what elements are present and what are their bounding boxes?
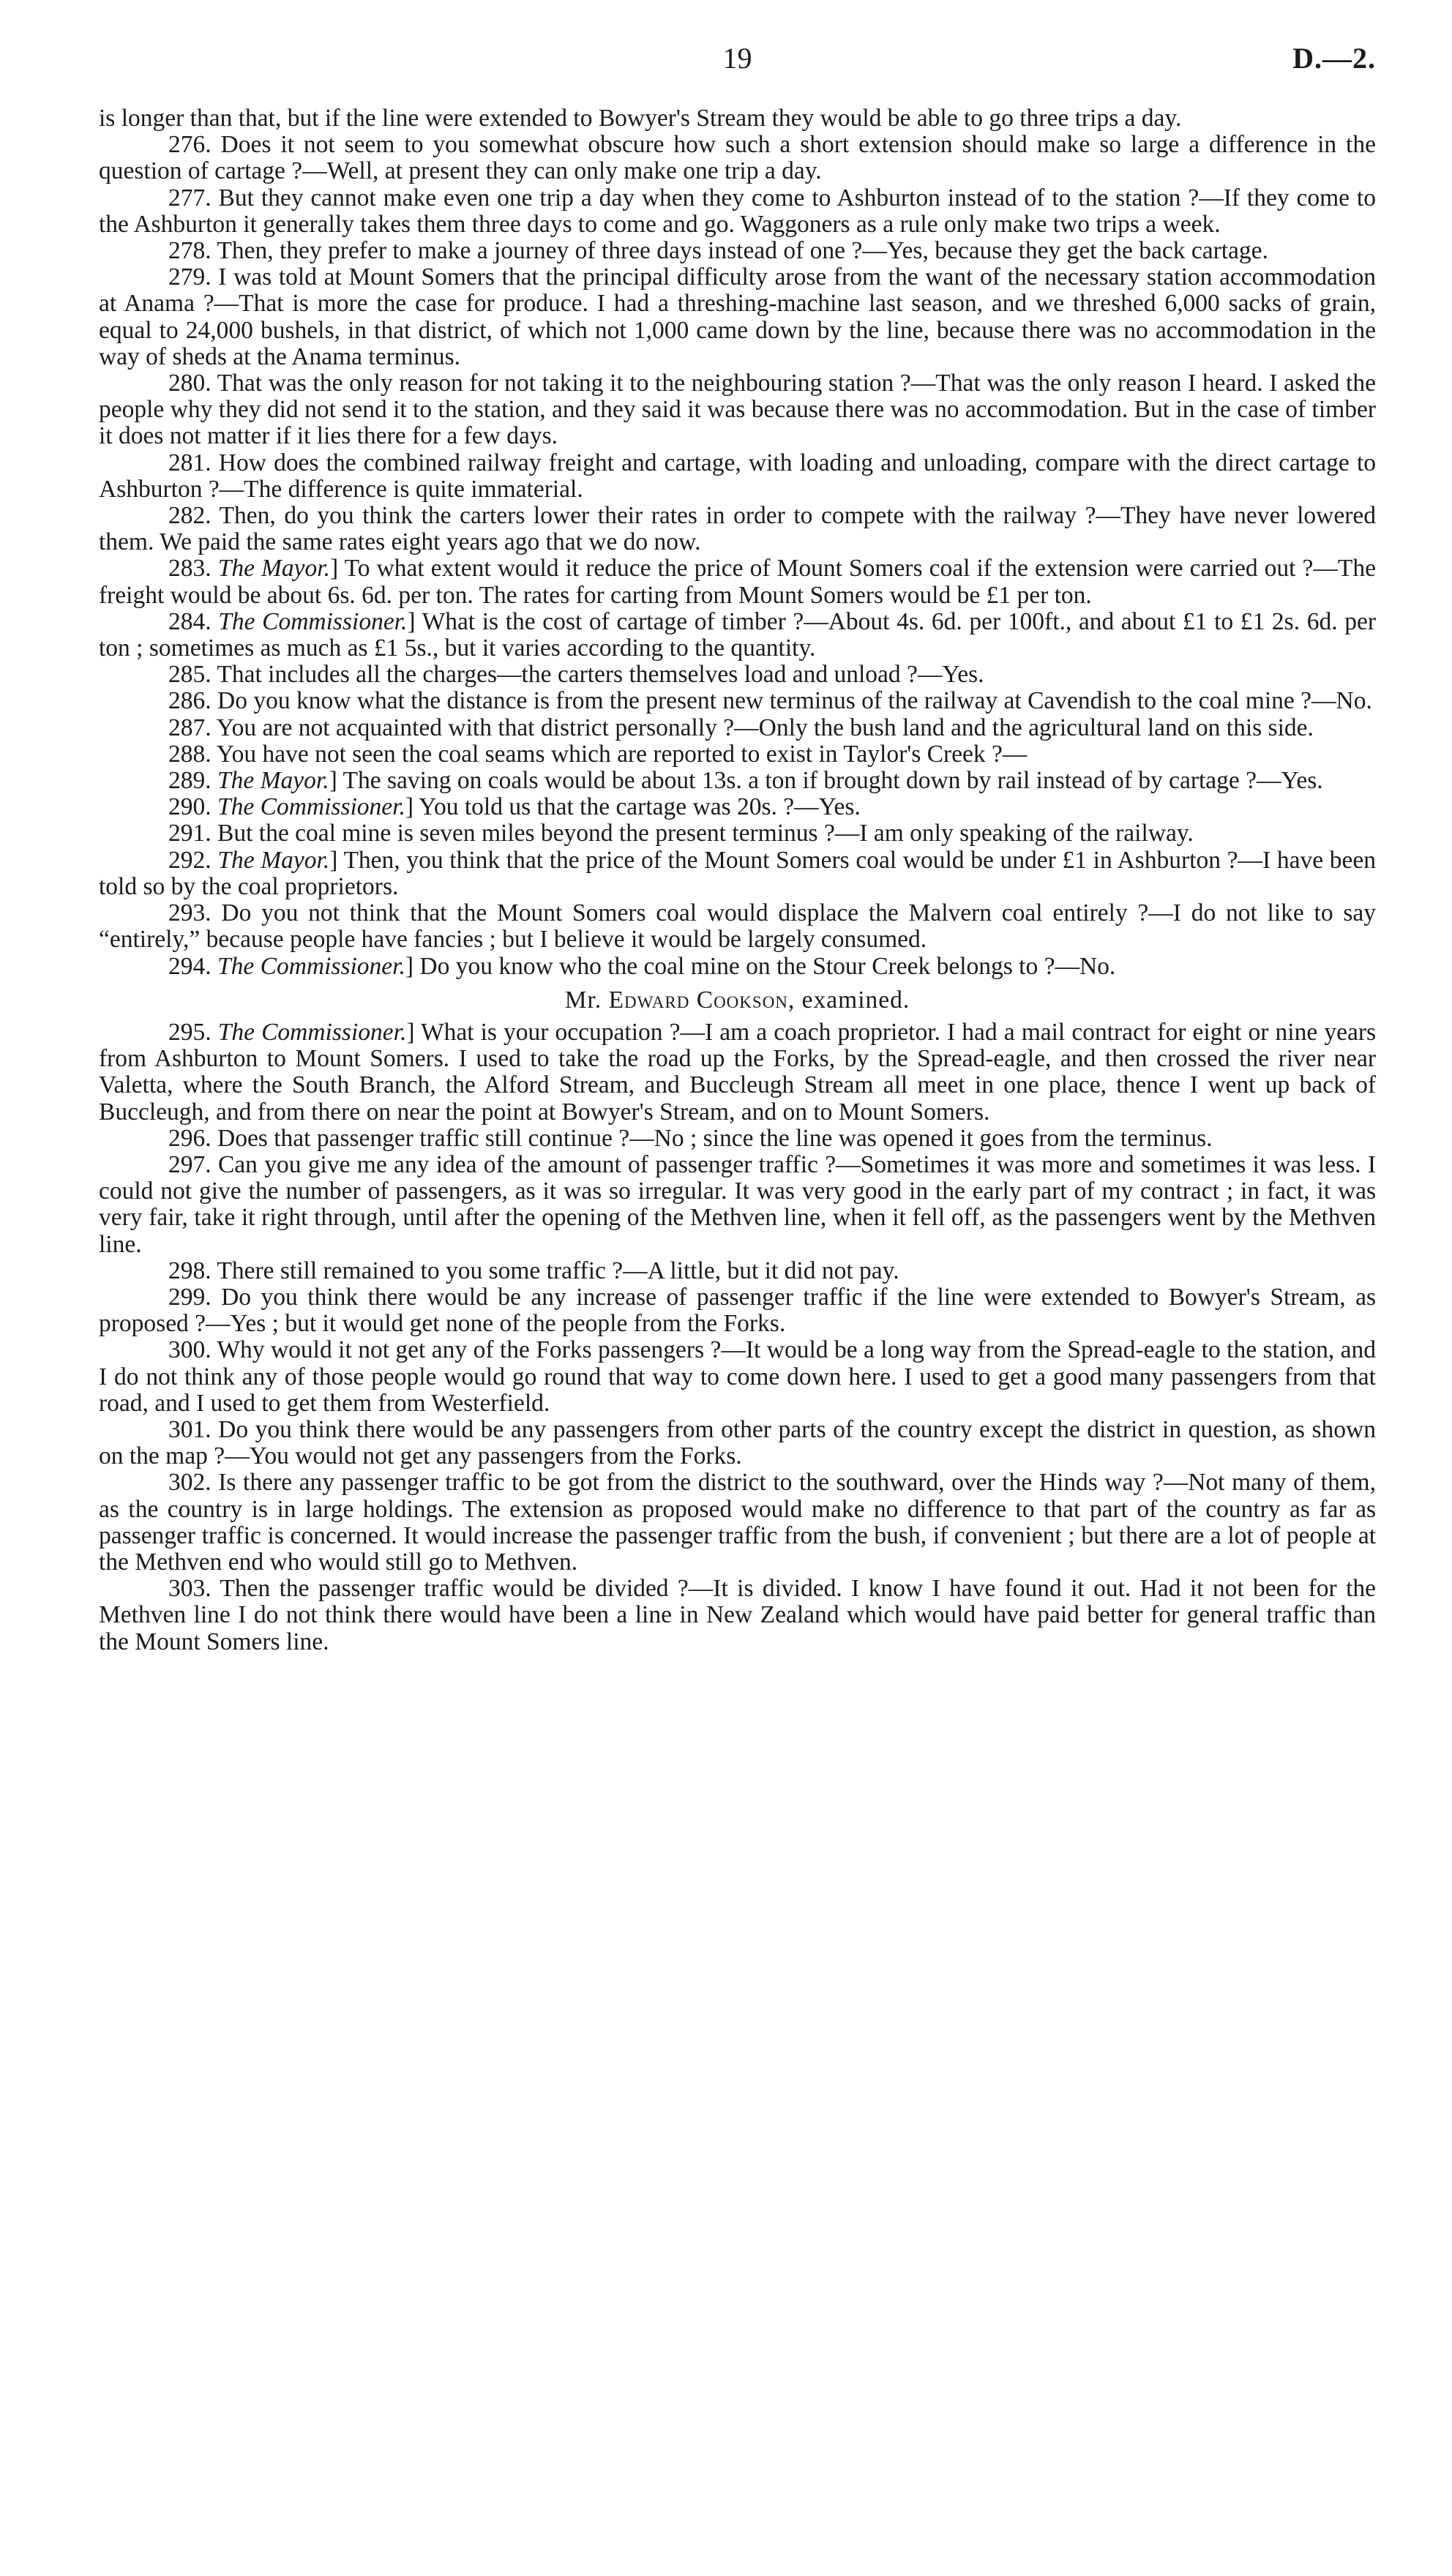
question-text: ] What is the cost of cartage of timber ?—About 4s. 6d. per 100ft., and about £1 to £1 2s. 6d. per ton ; sometimes as much as £1 5s., but it varies according to the quantity. [99, 607, 1376, 662]
question-text: 276. Does it not seem to you somewhat obscure how such a short extension should make so large a difference in the question of cartage ?—Well, at present they can only make one trip a day. [99, 131, 1376, 185]
question-number: 295. [168, 1018, 212, 1046]
question-text: 287. You are not acquainted with that district personally ?—Only the bush land and the agricultural land on this side. [168, 714, 1314, 741]
question-paragraph [99, 185, 1376, 238]
witness-heading [99, 987, 1376, 1014]
speaker-name: The Mayor. [217, 767, 329, 795]
question-number: 284. [168, 607, 212, 635]
question-text: 281. How does the combined railway freight and cartage, with loading and unloading, compare with the direct cartage to Ashburton ?—The difference is quite immaterial. [99, 449, 1376, 503]
witness-heading-prefix: Mr. [564, 986, 609, 1014]
question-text: 300. Why would it not get any of the Forks passengers ?—It would be a long way from the Spread-eagle to the station, and I do not think any of those people would go round that way to come down here. I used to get a good many passengers from that road, and I used to get them from Westerfield. [99, 1336, 1376, 1417]
question-text: 302. Is there any passenger traffic to be got from the district to the southward, over the Hinds way ?—Not many of them, as the country is in large holdings. The extension as proposed would make no difference to that part of the country as far as passenger traffic is concerned. It would increase the passenger traffic from the bush, if convenient ; but there are a lot of people at the Methven end who would still go to Methven. [99, 1469, 1376, 1576]
question-paragraph [99, 370, 1376, 450]
question-text: 297. Can you give me any idea of the amount of passenger traffic ?—Sometimes it was more and sometimes it was less. I could not give the number of passengers, as it was so irregular. It was very good in the early part of my contract ; in fact, it was very fair, take it right through, until after the opening of the Methven line, when it fell off, as the passengers went by the Methven line. [99, 1150, 1376, 1258]
question-paragraph [99, 238, 1376, 264]
question-paragraph [99, 1126, 1376, 1152]
question-text: 301. Do you think there would be any passengers from other parts of the country except the district in question, as shown on the map ?—You would not get any passengers from the Forks. [99, 1415, 1376, 1470]
continued-paragraph: is longer than that, but if the line were extended to Bowyer's Stream they would be able to go three trips a day. [99, 105, 1182, 132]
question-paragraph [99, 900, 1376, 953]
question-text: 286. Do you know what the distance is from the present new terminus of the railway at Cavendish to the coal mine ?—No. [168, 687, 1372, 715]
question-paragraph [99, 1417, 1376, 1469]
question-paragraph [99, 741, 1376, 768]
question-paragraph [99, 1337, 1376, 1417]
speaker-name: The Commissioner. [217, 952, 405, 980]
page-header [99, 42, 1376, 105]
question-text: ] Then, you think that the price of the Mount Somers coal would be under £1 in Ashburton ?—I have been told so by the coal proprietors. [99, 846, 1377, 900]
question-text: 278. Then, they prefer to make a journey of three days instead of one ?—Yes, because they get the back cartage. [168, 237, 1268, 265]
question-text: ] What is your occupation ?—I am a coach proprietor. I had a mail contract for eight or nine years from Ashburton to Mount Somers. I used to take the road up the Forks, by the Spread-eagle, and then crossed the river near Valetta, where the South Branch, the Alford Stream, and Buccleugh Stream all meet in one place, thence I went up back of Buccleugh, and from there on near the point at Bowyer's Stream, and on to Mount Somers. [99, 1018, 1377, 1126]
question-paragraph [99, 1019, 1376, 1126]
question-text: 282. Then, do you think the carters lower their rates in order to compete with the railway ?—They have never lowered them. We paid the same rates eight years ago that we do now. [99, 502, 1376, 556]
document-reference: D.—2. [1292, 42, 1376, 75]
question-text: 288. You have not seen the coal seams which are reported to exist in Taylor's Creek ?— [168, 740, 1028, 768]
question-number: 294. [168, 952, 212, 980]
question-text: 296. Does that passenger traffic still continue ?—No ; since the line was opened it goes from the terminus. [168, 1124, 1213, 1152]
question-text: ] To what extent would it reduce the price of Mount Somers coal if the extension were carried out ?—The freight would be about 6s. 6d. per ton. The rates for carting from Mount Somers would be £1 per ton. [99, 555, 1377, 609]
question-paragraph [99, 555, 1376, 608]
question-paragraph [99, 662, 1376, 688]
question-text: ] Do you know who the coal mine on the Stour Creek belongs to ?—No. [405, 952, 1116, 980]
page-number: 19 [722, 42, 752, 75]
question-text: ] The saving on coals would be about 13s. a ton if brought down by rail instead of by cartage ?—Yes. [329, 767, 1323, 795]
speaker-name: The Mayor. [217, 846, 330, 874]
speaker-name: The Commissioner. [217, 1018, 407, 1046]
question-text: 291. But the coal mine is seven miles beyond the present terminus ?—I am only speaking of the railway. [168, 820, 1194, 847]
speaker-name: The Mayor. [217, 555, 331, 583]
question-paragraph [99, 132, 1376, 184]
question-paragraph [99, 820, 1376, 847]
question-paragraph [99, 1258, 1376, 1284]
document-page [99, 42, 1377, 1655]
question-paragraph [99, 715, 1376, 741]
question-paragraph [99, 954, 1376, 980]
speaker-name: The Commissioner. [217, 793, 405, 821]
question-paragraph [99, 1576, 1376, 1655]
witness-name: Edward Cookson [608, 986, 788, 1014]
question-text: 285. That includes all the charges—the carters themselves load and unload ?—Yes. [168, 661, 984, 689]
question-text: 277. But they cannot make even one trip a day when they come to Ashburton instead of to the station ?—If they come to the Ashburton it generally takes them three days to come and go. Waggoners as a rule only make two trips a week. [99, 184, 1376, 238]
question-number: 283. [168, 555, 212, 583]
witness-1-testimony [99, 132, 1376, 980]
question-paragraph [99, 1152, 1376, 1258]
question-text: 299. Do you think there would be any increase of passenger traffic if the line were extended to Bowyer's Stream, as proposed ?—Yes ; but it would get none of the people from the Forks. [99, 1283, 1376, 1338]
question-paragraph [99, 1284, 1376, 1337]
question-paragraph [99, 794, 1376, 820]
question-paragraph [99, 847, 1376, 900]
question-text: 280. That was the only reason for not taking it to the neighbouring station ?—That was the only reason I heard. I asked the people why they did not send it to the station, and they said it was because there was no accommodation. But in the case of timber it does not matter if it lies there for a few days. [99, 370, 1376, 450]
question-paragraph [99, 768, 1376, 794]
question-text: ] You told us that the cartage was 20s. ?—Yes. [405, 793, 861, 821]
question-text: 303. Then the passenger traffic would be divided ?—It is divided. I know I have found it out. Had it not been for the Methven line I do not think there would have been a line in New Zealand which would have paid better for general traffic than the Mount Somers line. [99, 1575, 1376, 1655]
witness-heading-suffix: , examined. [787, 986, 910, 1014]
question-text: 279. I was told at Mount Somers that the principal difficulty arose from the want of the necessary station accommodation at Anama ?—That is more the case for produce. I had a threshing-machine last season, and we threshed 6,000 sacks of grain, equal to 24,000 bushels, in that district, of which not 1,000 came down by the line, because there was no accommodation in the way of sheds at the Anama terminus. [99, 263, 1376, 370]
witness-2-testimony [99, 1019, 1376, 1655]
question-text: 293. Do you not think that the Mount Somers coal would displace the Malvern coal entirely ?—I do not like to say “entirely,” because people have fancies ; but I believe it would be largely consumed. [99, 899, 1376, 954]
question-paragraph [99, 688, 1376, 714]
question-paragraph [99, 450, 1376, 503]
question-number: 290. [168, 793, 212, 821]
question-paragraph [99, 264, 1376, 370]
question-paragraph [99, 1469, 1376, 1576]
question-paragraph [99, 503, 1376, 555]
question-paragraph [99, 609, 1376, 662]
question-number: 292. [168, 846, 212, 874]
question-text: 298. There still remained to you some traffic ?—A little, but it did not pay. [168, 1257, 899, 1284]
question-number: 289. [168, 767, 212, 795]
speaker-name: The Commissioner. [218, 607, 408, 635]
